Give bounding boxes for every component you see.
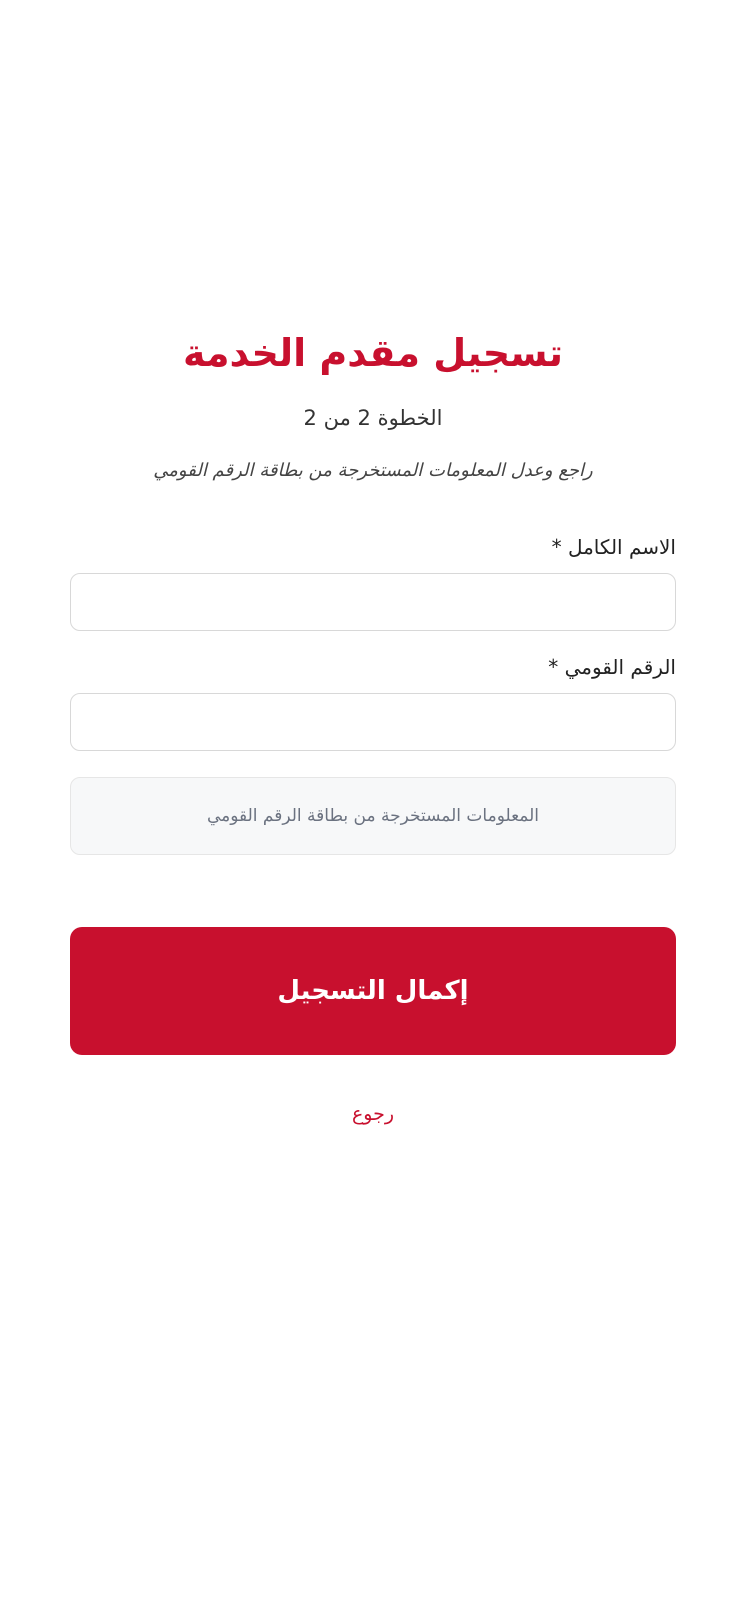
back-link[interactable]: رجوع [351, 1102, 395, 1125]
full-name-input[interactable] [70, 573, 676, 631]
page-title: تسجيل مقدم الخدمة [182, 331, 564, 375]
national-id-label: الرقم القومي * [548, 654, 676, 679]
page-subtitle: راجع وعدل المعلومات المستخرجة من بطاقة الرقم القومي [153, 459, 593, 481]
extracted-info-box: المعلومات المستخرجة من بطاقة الرقم القومي [70, 777, 676, 855]
registration-form [70, 330, 676, 1125]
step-indicator: الخطوة 2 من 2 [303, 405, 443, 430]
full-name-label: الاسم الكامل * [551, 534, 676, 559]
full-name-field-group [70, 535, 676, 631]
national-id-field-group [70, 655, 676, 751]
national-id-input[interactable] [70, 693, 676, 751]
complete-registration-button[interactable]: إكمال التسجيل [70, 927, 676, 1055]
